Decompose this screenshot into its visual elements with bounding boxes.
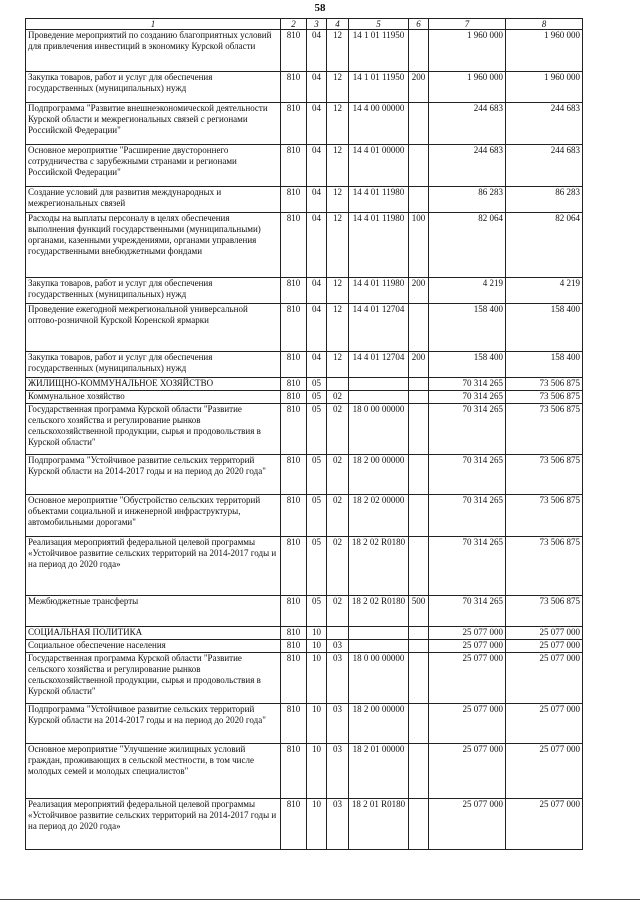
table-row: [26, 653, 583, 704]
section-code-cell: 810: [281, 744, 307, 799]
amount-year2-cell: 73 506 875: [506, 495, 583, 537]
expense-type-cell: 200: [409, 72, 429, 103]
target-article-cell: 18 2 02 R0180: [349, 596, 409, 627]
row-name-cell: Основное мероприятие "Расширение двустороннего сотрудничества с зарубежными странами и регионами Российской Федерации": [26, 145, 281, 187]
row-name-cell: Закупка товаров, работ и услуг для обеспечения государственных (муниципальных) нужд: [26, 352, 281, 378]
row-name-cell: Закупка товаров, работ и услуг для обеспечения государственных (муниципальных) нужд: [26, 278, 281, 304]
section-code-cell: 810: [281, 187, 307, 213]
column-header: 3: [307, 19, 327, 30]
row-name-cell: Подпрограмма "Устойчивое развитие сельских территорий Курской области на 2014-2017 годы и на период до 2020 года": [26, 704, 281, 744]
target-article-cell: 18 0 00 00000: [349, 653, 409, 704]
subsection-code-cell: 03: [327, 704, 349, 744]
expense-type-cell: [409, 145, 429, 187]
subsection-code-cell: 02: [327, 537, 349, 596]
column-header: 1: [26, 19, 281, 30]
amount-year1-cell: 158 400: [429, 304, 506, 352]
target-article-cell: 18 2 02 00000: [349, 495, 409, 537]
section-code-cell: 810: [281, 30, 307, 72]
section-code-cell: 810: [281, 799, 307, 850]
table-row: [26, 103, 583, 145]
target-article-cell: 14 4 00 00000: [349, 103, 409, 145]
section-code-cell: 810: [281, 640, 307, 653]
amount-year2-cell: 25 077 000: [506, 704, 583, 744]
amount-year2-cell: 4 219: [506, 278, 583, 304]
row-name-cell: Реализация мероприятий федеральной целевой программы «Устойчивое развитие сельских территорий на 2014-2017 годы и на период до 2020 года»: [26, 537, 281, 596]
amount-year1-cell: 25 077 000: [429, 640, 506, 653]
table-header-row: [26, 19, 583, 30]
row-name-cell: Коммунальное хозяйство: [26, 391, 281, 404]
target-article-cell: 18 2 00 00000: [349, 704, 409, 744]
section-code-cell: 810: [281, 627, 307, 640]
amount-year1-cell: 70 314 265: [429, 537, 506, 596]
chapter-code-cell: 04: [307, 352, 327, 378]
column-header: 5: [349, 19, 409, 30]
target-article-cell: 18 2 02 R0180: [349, 537, 409, 596]
amount-year2-cell: 73 506 875: [506, 391, 583, 404]
amount-year1-cell: 25 077 000: [429, 627, 506, 640]
column-header: 8: [506, 19, 583, 30]
chapter-code-cell: 04: [307, 145, 327, 187]
subsection-code-cell: [327, 627, 349, 640]
target-article-cell: 18 2 01 00000: [349, 744, 409, 799]
amount-year2-cell: 73 506 875: [506, 404, 583, 455]
expense-type-cell: [409, 30, 429, 72]
section-code-cell: 810: [281, 304, 307, 352]
amount-year1-cell: 4 219: [429, 278, 506, 304]
section-code-cell: 810: [281, 704, 307, 744]
row-name-cell: Подпрограмма "Устойчивое развитие сельских территорий Курской области на 2014-2017 годы и на период до 2020 года": [26, 455, 281, 495]
row-name-cell: Основное мероприятие "Обустройство сельских территорий объектами социальной и инженерной инфраструктуры, автомобильными дорогами": [26, 495, 281, 537]
section-code-cell: 810: [281, 495, 307, 537]
expense-type-cell: [409, 653, 429, 704]
chapter-code-cell: 10: [307, 744, 327, 799]
row-name-cell: Межбюджетные трансферты: [26, 596, 281, 627]
expense-type-cell: 200: [409, 278, 429, 304]
amount-year2-cell: 25 077 000: [506, 640, 583, 653]
subsection-code-cell: 02: [327, 391, 349, 404]
amount-year1-cell: 86 283: [429, 187, 506, 213]
amount-year1-cell: 25 077 000: [429, 704, 506, 744]
chapter-code-cell: 05: [307, 391, 327, 404]
row-name-cell: Государственная программа Курской области "Развитие сельского хозяйства и регулирование рынков сельскохозяйственной продукции, сырья и продовольствия в Курской области": [26, 404, 281, 455]
target-article-cell: 14 4 01 11980: [349, 187, 409, 213]
row-name-cell: СОЦИАЛЬНАЯ ПОЛИТИКА: [26, 627, 281, 640]
target-article-cell: 14 4 01 11980: [349, 213, 409, 278]
table-row: [26, 704, 583, 744]
section-code-cell: 810: [281, 72, 307, 103]
chapter-code-cell: 04: [307, 30, 327, 72]
table-row: [26, 596, 583, 627]
target-article-cell: [349, 391, 409, 404]
amount-year2-cell: 1 960 000: [506, 72, 583, 103]
subsection-code-cell: 02: [327, 495, 349, 537]
table-row: [26, 30, 583, 72]
section-code-cell: 810: [281, 103, 307, 145]
row-name-cell: Создание условий для развития международных и межрегиональных связей: [26, 187, 281, 213]
section-code-cell: 810: [281, 653, 307, 704]
table-row: [26, 640, 583, 653]
row-name-cell: Основное мероприятие "Улучшение жилищных условий граждан, проживающих в сельской местности, в том числе молодых семей и молодых специалистов": [26, 744, 281, 799]
subsection-code-cell: 02: [327, 455, 349, 495]
subsection-code-cell: 12: [327, 304, 349, 352]
chapter-code-cell: 04: [307, 103, 327, 145]
row-name-cell: Проведение мероприятий по созданию благоприятных условий для привлечения инвестиций в экономику Курской области: [26, 30, 281, 72]
amount-year1-cell: 244 683: [429, 103, 506, 145]
column-header: 6: [409, 19, 429, 30]
target-article-cell: [349, 640, 409, 653]
expense-type-cell: [409, 187, 429, 213]
amount-year1-cell: 70 314 265: [429, 378, 506, 391]
chapter-code-cell: 05: [307, 596, 327, 627]
subsection-code-cell: 03: [327, 653, 349, 704]
table-row: [26, 404, 583, 455]
table-row: [26, 145, 583, 187]
section-code-cell: 810: [281, 145, 307, 187]
bottom-rule: [0, 899, 640, 900]
table-row: [26, 304, 583, 352]
table-row: [26, 627, 583, 640]
chapter-code-cell: 10: [307, 799, 327, 850]
expense-type-cell: [409, 304, 429, 352]
amount-year1-cell: 25 077 000: [429, 653, 506, 704]
subsection-code-cell: 03: [327, 640, 349, 653]
expense-type-cell: [409, 744, 429, 799]
target-article-cell: 14 1 01 11950: [349, 30, 409, 72]
chapter-code-cell: 05: [307, 455, 327, 495]
amount-year1-cell: 158 400: [429, 352, 506, 378]
table-row: [26, 213, 583, 278]
expense-type-cell: [409, 627, 429, 640]
expense-type-cell: [409, 640, 429, 653]
amount-year2-cell: 73 506 875: [506, 537, 583, 596]
chapter-code-cell: 04: [307, 72, 327, 103]
amount-year1-cell: 1 960 000: [429, 30, 506, 72]
subsection-code-cell: 02: [327, 404, 349, 455]
amount-year2-cell: 73 506 875: [506, 378, 583, 391]
table-row: [26, 352, 583, 378]
column-header: 4: [327, 19, 349, 30]
chapter-code-cell: 04: [307, 187, 327, 213]
row-name-cell: ЖИЛИЩНО-КОММУНАЛЬНОЕ ХОЗЯЙСТВО: [26, 378, 281, 391]
chapter-code-cell: 05: [307, 495, 327, 537]
section-code-cell: 810: [281, 455, 307, 495]
target-article-cell: 18 2 01 R0180: [349, 799, 409, 850]
target-article-cell: 14 4 01 11980: [349, 278, 409, 304]
target-article-cell: 14 4 01 12704: [349, 304, 409, 352]
chapter-code-cell: 10: [307, 640, 327, 653]
chapter-code-cell: 10: [307, 704, 327, 744]
amount-year2-cell: 1 960 000: [506, 30, 583, 72]
section-code-cell: 810: [281, 213, 307, 278]
expense-type-cell: 200: [409, 352, 429, 378]
amount-year2-cell: 25 077 000: [506, 799, 583, 850]
section-code-cell: 810: [281, 391, 307, 404]
table-row: [26, 378, 583, 391]
amount-year2-cell: 25 077 000: [506, 627, 583, 640]
target-article-cell: [349, 627, 409, 640]
amount-year2-cell: 82 064: [506, 213, 583, 278]
row-name-cell: Закупка товаров, работ и услуг для обеспечения государственных (муниципальных) нужд: [26, 72, 281, 103]
amount-year2-cell: 158 400: [506, 304, 583, 352]
subsection-code-cell: 12: [327, 187, 349, 213]
target-article-cell: 14 1 01 11950: [349, 72, 409, 103]
chapter-code-cell: 05: [307, 537, 327, 596]
amount-year2-cell: 158 400: [506, 352, 583, 378]
column-header: 2: [281, 19, 307, 30]
table-row: [26, 799, 583, 850]
expense-type-cell: [409, 455, 429, 495]
amount-year1-cell: 82 064: [429, 213, 506, 278]
expense-type-cell: [409, 378, 429, 391]
chapter-code-cell: 10: [307, 627, 327, 640]
chapter-code-cell: 04: [307, 213, 327, 278]
subsection-code-cell: 12: [327, 352, 349, 378]
amount-year1-cell: 244 683: [429, 145, 506, 187]
subsection-code-cell: 12: [327, 213, 349, 278]
expense-type-cell: [409, 404, 429, 455]
section-code-cell: 810: [281, 404, 307, 455]
table-row: [26, 187, 583, 213]
target-article-cell: 18 0 00 00000: [349, 404, 409, 455]
amount-year2-cell: 244 683: [506, 103, 583, 145]
subsection-code-cell: 02: [327, 596, 349, 627]
chapter-code-cell: 04: [307, 278, 327, 304]
subsection-code-cell: 03: [327, 799, 349, 850]
subsection-code-cell: 03: [327, 744, 349, 799]
amount-year2-cell: 73 506 875: [506, 596, 583, 627]
amount-year2-cell: 244 683: [506, 145, 583, 187]
amount-year1-cell: 70 314 265: [429, 391, 506, 404]
table-row: [26, 495, 583, 537]
section-code-cell: 810: [281, 352, 307, 378]
target-article-cell: 14 4 01 00000: [349, 145, 409, 187]
row-name-cell: Проведение ежегодной межрегиональной универсальной оптово-розничной Курской Коренской ярмарки: [26, 304, 281, 352]
chapter-code-cell: 05: [307, 378, 327, 391]
amount-year2-cell: 25 077 000: [506, 744, 583, 799]
row-name-cell: Расходы на выплаты персоналу в целях обеспечения выполнения функций государственными (муниципальными) органами, казенными учреждениями, органами управления государственными внебюджетными фондами: [26, 213, 281, 278]
column-header: 7: [429, 19, 506, 30]
section-code-cell: 810: [281, 596, 307, 627]
expense-type-cell: [409, 103, 429, 145]
page-number: 58: [314, 2, 326, 14]
row-name-cell: Государственная программа Курской области "Развитие сельского хозяйства и регулирование рынков сельскохозяйственной продукции, сырья и продовольствия в Курской области": [26, 653, 281, 704]
table-row: [26, 537, 583, 596]
amount-year1-cell: 70 314 265: [429, 404, 506, 455]
subsection-code-cell: 12: [327, 30, 349, 72]
amount-year1-cell: 25 077 000: [429, 744, 506, 799]
amount-year1-cell: 70 314 265: [429, 596, 506, 627]
amount-year2-cell: 73 506 875: [506, 455, 583, 495]
target-article-cell: [349, 378, 409, 391]
chapter-code-cell: 04: [307, 304, 327, 352]
subsection-code-cell: 12: [327, 72, 349, 103]
expense-type-cell: 100: [409, 213, 429, 278]
expense-type-cell: 500: [409, 596, 429, 627]
expense-type-cell: [409, 495, 429, 537]
chapter-code-cell: 05: [307, 404, 327, 455]
amount-year1-cell: 1 960 000: [429, 72, 506, 103]
table-row: [26, 391, 583, 404]
subsection-code-cell: 12: [327, 278, 349, 304]
section-code-cell: 810: [281, 278, 307, 304]
amount-year1-cell: 70 314 265: [429, 495, 506, 537]
amount-year2-cell: 86 283: [506, 187, 583, 213]
subsection-code-cell: 12: [327, 145, 349, 187]
subsection-code-cell: 12: [327, 103, 349, 145]
amount-year1-cell: 25 077 000: [429, 799, 506, 850]
table-row: [26, 278, 583, 304]
expense-type-cell: [409, 391, 429, 404]
subsection-code-cell: [327, 378, 349, 391]
row-name-cell: Реализация мероприятий федеральной целевой программы «Устойчивое развитие сельских территорий на 2014-2017 годы и на период до 2020 года»: [26, 799, 281, 850]
target-article-cell: 14 4 01 12704: [349, 352, 409, 378]
row-name-cell: Социальное обеспечение населения: [26, 640, 281, 653]
expense-type-cell: [409, 799, 429, 850]
target-article-cell: 18 2 00 00000: [349, 455, 409, 495]
expense-type-cell: [409, 537, 429, 596]
table-row: [26, 72, 583, 103]
amount-year2-cell: 25 077 000: [506, 653, 583, 704]
chapter-code-cell: 10: [307, 653, 327, 704]
table-row: [26, 744, 583, 799]
table-row: [26, 455, 583, 495]
section-code-cell: 810: [281, 537, 307, 596]
row-name-cell: Подпрограмма "Развитие внешнеэкономической деятельности Курской области и межрегиональных связей с регионами Российской Федерации": [26, 103, 281, 145]
expense-type-cell: [409, 704, 429, 744]
amount-year1-cell: 70 314 265: [429, 455, 506, 495]
section-code-cell: 810: [281, 378, 307, 391]
budget-table: [25, 18, 583, 850]
